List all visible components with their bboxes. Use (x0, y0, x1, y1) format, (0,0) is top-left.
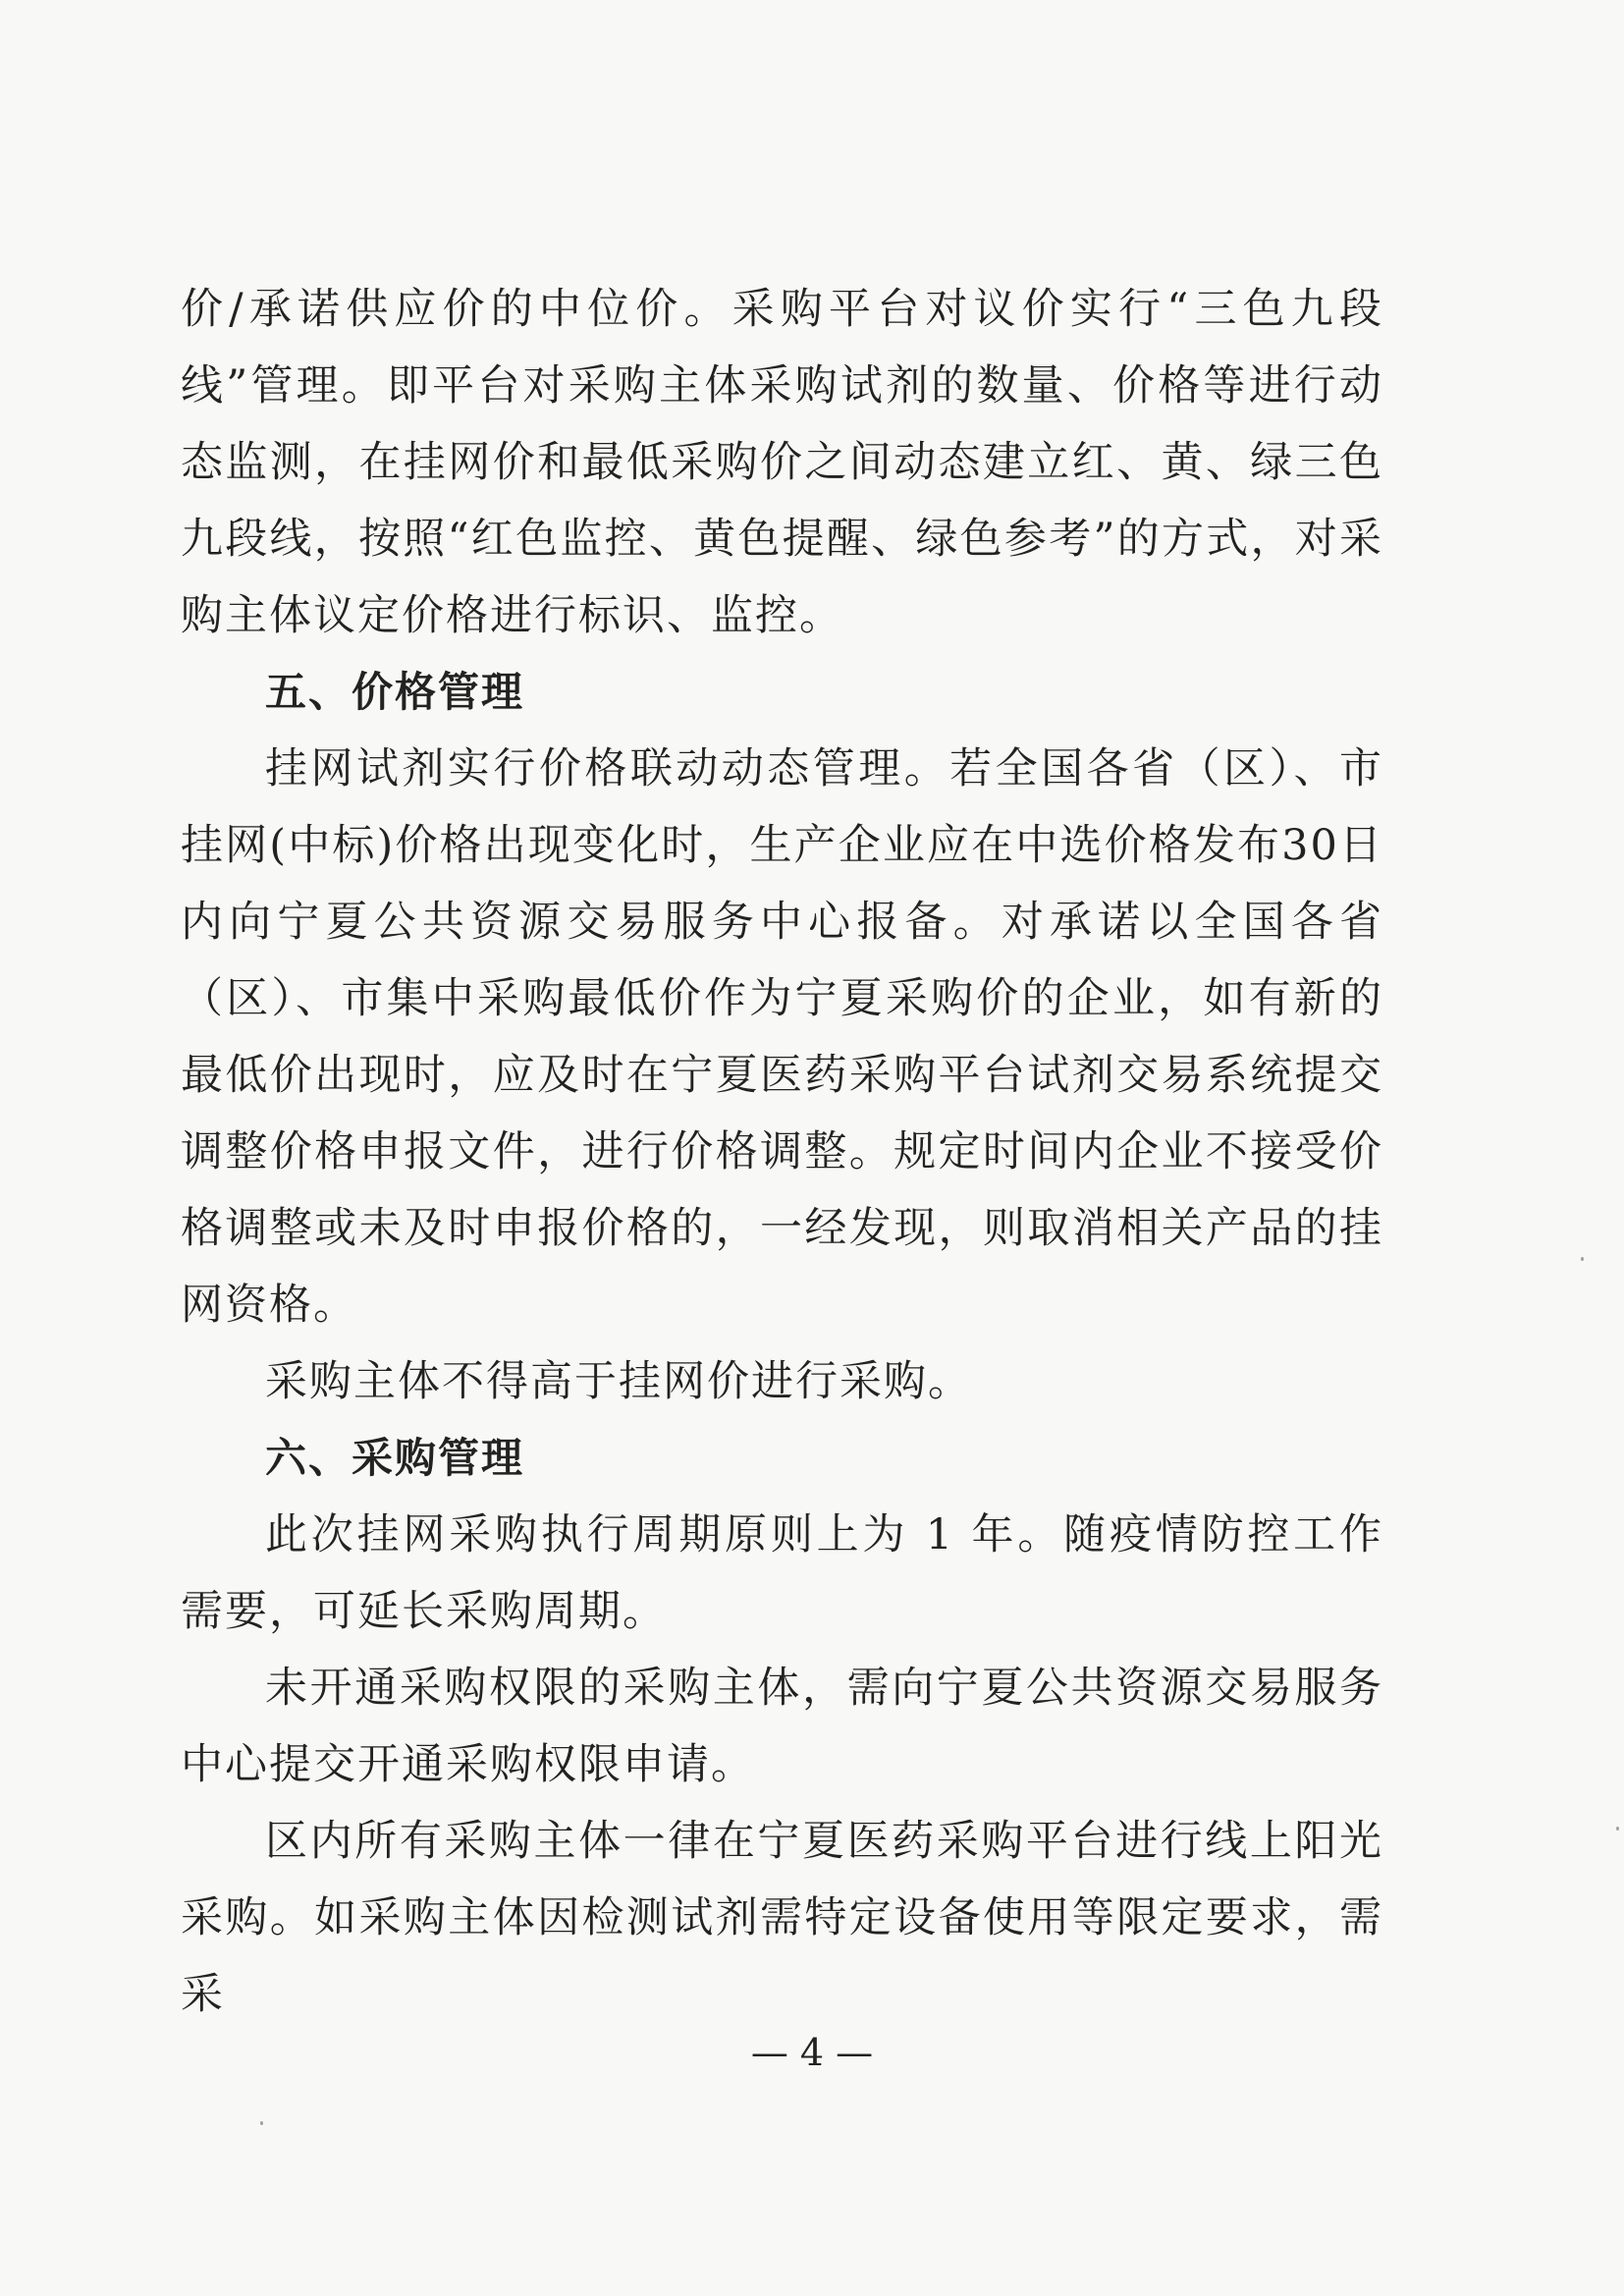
paragraph-price-linkage: 挂网试剂实行价格联动动态管理。若全国各省（区）、市挂网(中标)价格出现变化时，生产企业应在中选价格发布30日内向宁夏公共资源交易服务中心报备。对承诺以全国各省（区）、市集中采购最低价作为宁夏采购价的企业，如有新的最低价出现时，应及时在宁夏医药采购平台试剂交易系统提交调整价格申报文件，进行价格调整。规定时间内企业不接受价格调整或未及时申报价格的，一经发现，则取消相关产品的挂网资格。 (181, 744, 1383, 1330)
scan-speck (1616, 1827, 1619, 1831)
paragraph-price-continuation: 价/承诺供应价的中位价。采购平台对议价实行“三色九段线”管理。即平台对采购主体采购试剂的数量、价格等进行动态监测，在挂网价和最低采购价之间动态建立红、黄、绿三色九段线，按照“红色监控、黄色提醒、绿色参考”的方式，对采购主体议定价格进行标识、监控。 (181, 285, 1383, 640)
section-heading-procurement-management: 六、采购管理 (265, 1434, 525, 1482)
paragraph-purchase-limit: 采购主体不得高于挂网价进行采购。 (265, 1357, 972, 1406)
paragraph-online-procurement: 区内所有采购主体一律在宁夏医药采购平台进行线上阳光采购。如采购主体因检测试剂需特定设备使用等限定要求，需采 (181, 1817, 1383, 2019)
page-number: — 4 — (750, 2031, 874, 2074)
section-heading-price-management: 五、价格管理 (265, 668, 525, 716)
scan-speck (260, 2121, 263, 2125)
paragraph-procurement-period: 此次挂网采购执行周期原则上为 1 年。随疫情防控工作需要，可延长采购周期。 (181, 1510, 1383, 1636)
document-body (181, 271, 1383, 2033)
scan-speck (1581, 1257, 1584, 1261)
paragraph-procurement-permission: 未开通采购权限的采购主体，需向宁夏公共资源交易服务中心提交开通采购权限申请。 (181, 1664, 1383, 1789)
